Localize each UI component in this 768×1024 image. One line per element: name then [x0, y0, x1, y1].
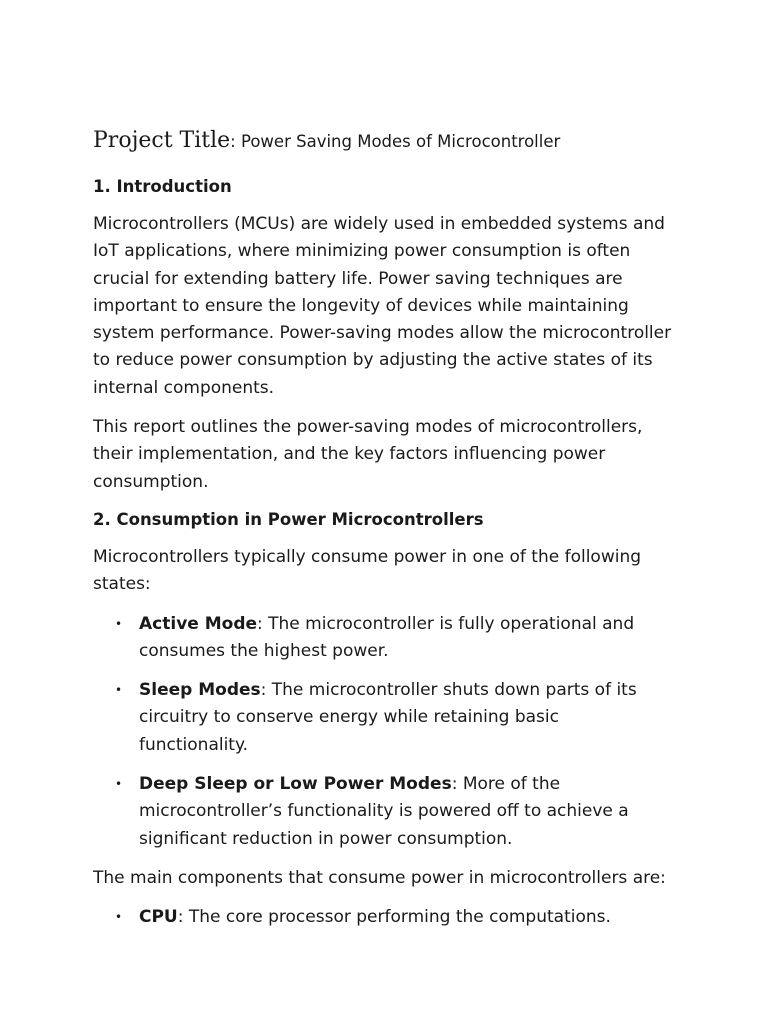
project-title-value: Power Saving Modes of Microcontroller: [235, 132, 561, 151]
power-components-list: [93, 904, 673, 931]
list-item-term: Active Mode: [139, 613, 258, 634]
section-heading-introduction: 1. Introduction: [93, 177, 232, 196]
bullet-icon: •: [115, 777, 123, 792]
list-item-term: Deep Sleep or Low Power Modes: [139, 774, 452, 795]
section-heading-consumption: 2. Consumption in Power Microcontrollers: [93, 509, 484, 529]
document-page: [93, 122, 673, 944]
project-title-separator: :: [230, 132, 236, 151]
list-item-desc: : The microcontroller is fully operational and consumes the highest power.: [139, 613, 635, 661]
components-intro-paragraph: The main components that consume power in microcontrollers are:: [93, 867, 666, 888]
list-item-desc: : The microcontroller shuts down parts of its circuitry to conserve energy while retaining basic functionality.: [139, 680, 637, 755]
project-title: [93, 122, 673, 161]
list-item-term: Sleep Modes: [139, 680, 261, 701]
power-states-list: [93, 611, 673, 853]
list-item-sleep-modes: [115, 677, 673, 759]
list-item-deep-sleep: [115, 771, 673, 853]
states-intro-paragraph: Microcontrollers typically consume power in one of the following states:: [93, 546, 642, 595]
list-item-term: CPU: [139, 907, 178, 928]
bullet-icon: •: [115, 616, 123, 631]
list-item-desc: : The core processor performing the computations.: [177, 907, 611, 928]
list-item-cpu: [115, 904, 673, 931]
intro-paragraph-2: This report outlines the power-saving modes of microcontrollers, their implementation, and the key factors influencing power consumption.: [93, 417, 643, 492]
project-title-label: Project Title: [93, 128, 231, 153]
bullet-icon: •: [115, 683, 123, 698]
bullet-icon: •: [115, 910, 123, 925]
list-item-desc: : More of the microcontroller’s functionality is powered off to achieve a significant reduction in power consumption.: [139, 774, 629, 849]
intro-paragraph-1: Microcontrollers (MCUs) are widely used in embedded systems and IoT applications, where minimizing power consumption is often crucial for extending battery life. Power saving techniques are important to ensure the longevity of devices while maintaining system performance. Power-saving modes allow the microcontroller to reduce power consumption by adjusting the active states of its internal components.: [93, 214, 672, 398]
list-item-active-mode: [115, 611, 673, 666]
